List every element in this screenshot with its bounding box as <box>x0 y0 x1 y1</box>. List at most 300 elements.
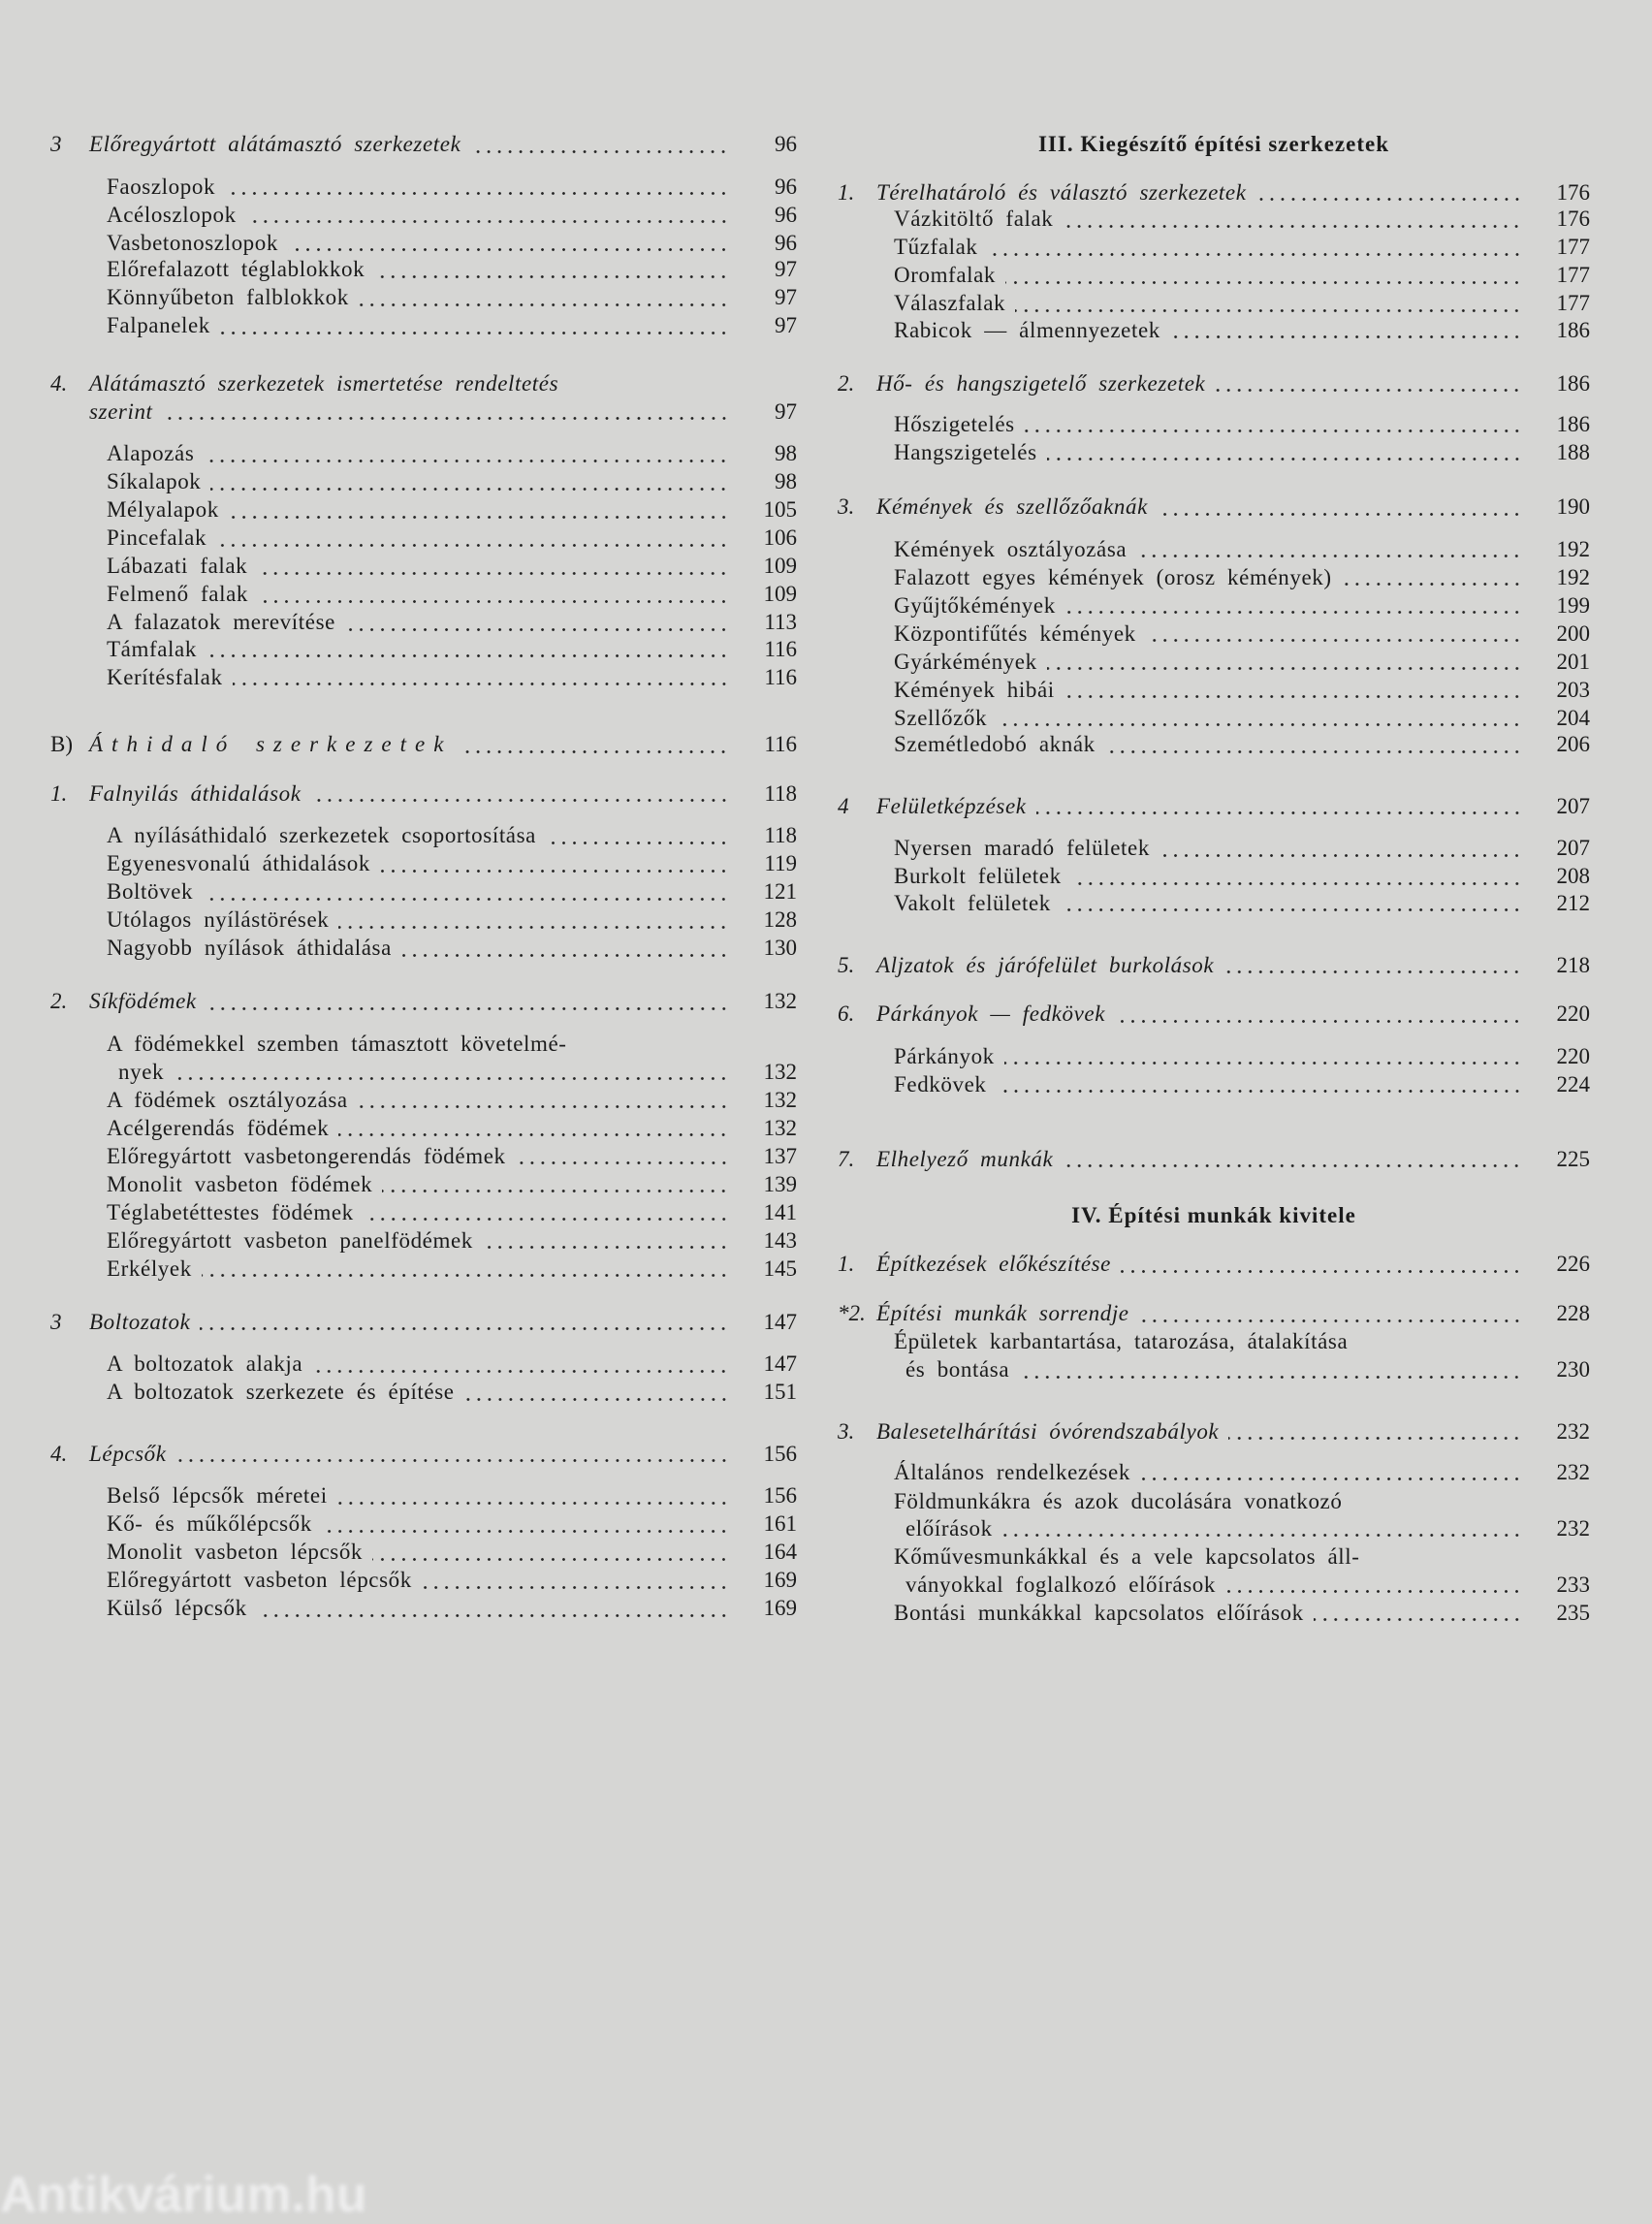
toc-title: A födémek osztályozása <box>107 1087 348 1112</box>
toc-title: Vasbetonoszlopok <box>107 230 278 255</box>
toc-title: Építkezések előkészítése <box>876 1252 1111 1277</box>
page-number: 235 <box>1556 1600 1590 1625</box>
toc-title: Válaszfalak <box>894 291 1006 316</box>
toc-title: Vakolt felületek <box>894 890 1051 915</box>
toc-title: Síkalapok <box>107 469 202 494</box>
toc-heading <box>838 1419 1590 1448</box>
toc-title: Párkányok <box>894 1043 995 1068</box>
page-number: 230 <box>1556 1357 1590 1382</box>
toc-title: Pincefalak <box>107 525 207 551</box>
dot-leader <box>1223 970 1522 973</box>
dot-leader <box>1158 513 1522 516</box>
toc-title: szerint <box>89 398 153 424</box>
page-number: 232 <box>1556 1418 1590 1444</box>
page-number: 199 <box>1556 592 1590 618</box>
dot-leader <box>174 1077 729 1080</box>
toc-number: 4 <box>838 793 849 818</box>
toc-number: 3 <box>50 1309 62 1334</box>
toc-heading <box>838 494 1590 524</box>
toc-title: Építési munkák sorrendje <box>876 1301 1129 1326</box>
toc-entry <box>50 1256 797 1286</box>
toc-entry <box>838 1357 1590 1386</box>
dot-leader <box>1225 1590 1522 1593</box>
toc-title: A boltozatok szerkezete és építése <box>107 1380 455 1405</box>
toc-title: Könnyűbeton falblokkok <box>107 285 349 310</box>
dot-leader <box>338 926 729 929</box>
dot-leader <box>257 572 729 575</box>
toc-title: Téglabetéttestes födémek <box>107 1199 354 1224</box>
toc-entry <box>50 610 797 639</box>
dot-leader <box>1015 309 1522 312</box>
toc-entry <box>50 1596 797 1625</box>
toc-title: Általános rendelkezések <box>894 1459 1130 1484</box>
page-number: 106 <box>763 525 797 551</box>
toc-title: Alátámasztó szerkezetek ismertetése rendeltetés <box>89 370 559 396</box>
toc-title: A falazatok merevítése <box>107 610 335 635</box>
dot-leader <box>206 1007 729 1010</box>
dot-leader <box>202 1274 729 1277</box>
toc-entry <box>50 257 797 286</box>
dot-leader <box>1115 1020 1522 1023</box>
toc-entry <box>50 1116 797 1145</box>
dot-leader <box>312 1370 729 1373</box>
toc-title: és bontása <box>905 1357 1010 1382</box>
page-number: 116 <box>764 732 797 757</box>
watermark: Antikvárium.hu <box>0 2167 367 2223</box>
toc-title: Felületképzések <box>876 793 1027 818</box>
page-number: 177 <box>1556 291 1590 316</box>
page-number: 224 <box>1556 1071 1590 1096</box>
page-number: 188 <box>1556 439 1590 464</box>
toc-title: Nagyobb nyílások áthidalása <box>107 936 392 961</box>
toc-entry <box>838 593 1590 622</box>
dot-leader <box>1140 1477 1522 1480</box>
toc-entry <box>838 318 1590 347</box>
dot-leader <box>288 248 729 251</box>
toc-entry <box>838 440 1590 469</box>
dot-leader <box>546 842 729 844</box>
toc-title: A födémekkel szemben támasztott követelmé- <box>107 1031 567 1056</box>
dot-leader <box>1047 667 1522 670</box>
toc-heading <box>838 794 1590 823</box>
toc-entry <box>838 207 1590 236</box>
page-number: 201 <box>1556 649 1590 674</box>
toc-entry <box>838 412 1590 441</box>
toc-number: 1. <box>838 179 855 205</box>
section-title: IV. Építési munkák kivitele <box>1071 1202 1356 1227</box>
toc-number: 7. <box>838 1146 855 1171</box>
toc-title: Belső lépcsők méretei <box>107 1483 328 1509</box>
toc-entry <box>50 554 797 583</box>
toc-title: Balesetelhárítási óvórendszabályok <box>876 1418 1220 1444</box>
toc-entry <box>838 678 1590 707</box>
toc-title: Lépcsők <box>89 1441 167 1466</box>
toc-entry <box>50 1540 797 1569</box>
page-number: 151 <box>763 1380 797 1405</box>
toc-title: Áthidaló szerkezetek <box>89 732 453 757</box>
toc-title: Síkfödémek <box>89 989 197 1014</box>
page-number: 96 <box>775 132 797 157</box>
page-number: 96 <box>775 230 797 255</box>
page-number: 132 <box>763 1059 797 1084</box>
page-number: 97 <box>775 313 797 338</box>
page-number: 98 <box>775 469 797 494</box>
toc-title: Boltozatok <box>89 1309 191 1334</box>
toc-entry <box>50 823 797 852</box>
toc-title: Hőszigetelés <box>894 411 1015 436</box>
toc-entry <box>838 1460 1590 1489</box>
page-number: 232 <box>1556 1459 1590 1484</box>
toc-title: Térelhatároló és választó szerkezetek <box>876 179 1247 205</box>
toc-title: Egyenesvonalú áthidalások <box>107 851 371 876</box>
toc-entry <box>50 1200 797 1229</box>
dot-leader <box>220 332 729 334</box>
toc-entry <box>50 1380 797 1409</box>
page-number: 141 <box>763 1199 797 1224</box>
toc-entry <box>838 650 1590 679</box>
toc-entry <box>50 231 797 260</box>
toc-entry <box>50 497 797 526</box>
toc-number: 5. <box>838 952 855 977</box>
toc-entry <box>50 1032 797 1061</box>
page-number: 200 <box>1556 620 1590 646</box>
page-number: 186 <box>1556 317 1590 342</box>
page-number: 192 <box>1556 536 1590 561</box>
toc-entry <box>838 1573 1590 1602</box>
page-number: 161 <box>763 1511 797 1537</box>
dot-leader <box>1036 811 1522 814</box>
dot-leader <box>210 488 729 491</box>
page-number: 192 <box>1556 564 1590 589</box>
dot-leader <box>258 600 729 603</box>
toc-entry <box>838 565 1590 594</box>
page-number: 207 <box>1556 836 1590 861</box>
page-number: 176 <box>1556 179 1590 205</box>
toc-title: Elhelyező munkák <box>876 1146 1054 1171</box>
dot-leader <box>1061 908 1522 911</box>
dot-leader <box>311 799 729 802</box>
dot-leader <box>359 303 729 306</box>
dot-leader <box>988 253 1522 256</box>
toc-heading <box>50 132 797 161</box>
toc-title: Mélyalapok <box>107 497 219 523</box>
dot-leader <box>470 150 729 153</box>
toc-title: Szellőzők <box>894 705 988 730</box>
toc-entry <box>50 203 797 232</box>
page-number: 207 <box>1556 793 1590 818</box>
toc-entry <box>50 851 797 880</box>
dot-leader <box>358 1105 729 1108</box>
toc-heading <box>838 1252 1590 1281</box>
toc-title: Előregyártott vasbeton lépcsők <box>107 1568 412 1593</box>
toc-entry <box>50 285 797 314</box>
toc-entry <box>838 706 1590 735</box>
page-number: 118 <box>764 780 797 806</box>
dot-leader <box>364 1218 729 1221</box>
toc-entry <box>50 1351 797 1381</box>
toc-entry <box>838 891 1590 920</box>
page-number: 97 <box>775 285 797 310</box>
toc-entry <box>50 1172 797 1201</box>
page-number: 226 <box>1556 1252 1590 1277</box>
toc-title: Támfalak <box>107 636 197 661</box>
page-number: 130 <box>763 936 797 961</box>
dot-leader <box>1256 198 1522 201</box>
page-number: 147 <box>763 1351 797 1377</box>
page-number: 164 <box>763 1540 797 1565</box>
toc-entry <box>50 525 797 555</box>
toc-entry <box>838 1044 1590 1073</box>
page-number: 121 <box>763 879 797 905</box>
dot-leader <box>257 1614 729 1617</box>
dot-leader <box>483 1246 729 1249</box>
toc-entry <box>50 1060 797 1089</box>
toc-title: Előregyártott vasbetongerendás födémek <box>107 1143 506 1168</box>
dot-leader <box>1063 1164 1522 1167</box>
toc-title: Falnyilás áthidalások <box>89 780 302 806</box>
page-number: 186 <box>1556 370 1590 396</box>
toc-title: Fedkövek <box>894 1071 987 1096</box>
toc-title: Kerítésfalak <box>107 664 223 689</box>
toc-title: Utólagos nyílástörések <box>107 907 330 933</box>
page-number: 116 <box>764 636 797 661</box>
page-number: 98 <box>775 441 797 466</box>
toc-title: Boltövek <box>107 879 194 905</box>
dot-leader <box>1064 695 1522 698</box>
toc-title: Kémények és szellőzőaknák <box>876 494 1148 520</box>
dot-leader <box>176 1459 729 1462</box>
dot-leader <box>345 628 729 631</box>
toc-number: 6. <box>838 1001 855 1027</box>
toc-entry <box>50 637 797 666</box>
page-number: 113 <box>764 610 797 635</box>
toc-title: Gyűjtőkémények <box>894 592 1056 618</box>
toc-heading <box>838 1301 1590 1330</box>
page-number: 97 <box>775 398 797 424</box>
page-number: 97 <box>775 257 797 282</box>
toc-entry <box>50 1511 797 1541</box>
toc-entry <box>838 235 1590 264</box>
toc-entry <box>838 864 1590 893</box>
page-number: 132 <box>763 989 797 1014</box>
toc-title: A boltozatok alakja <box>107 1351 303 1377</box>
dot-leader <box>1314 1618 1522 1621</box>
toc-entry <box>838 291 1590 320</box>
page-number: 139 <box>763 1171 797 1196</box>
page-number: 228 <box>1556 1301 1590 1326</box>
toc-number: 2. <box>838 370 855 396</box>
toc-heading <box>838 180 1590 209</box>
toc-entry <box>50 1088 797 1117</box>
dot-leader <box>1047 458 1522 461</box>
dot-leader <box>216 544 729 547</box>
toc-entry <box>838 1329 1590 1358</box>
page-number: 190 <box>1556 494 1590 520</box>
page-number: 220 <box>1556 1043 1590 1068</box>
page-number: 233 <box>1556 1572 1590 1597</box>
toc-title: Rabicok — álmennyezetek <box>894 317 1160 342</box>
toc-number: 3 <box>50 132 62 157</box>
toc-title: A nyílásáthidaló szerkezetek csoportosítása <box>107 823 536 848</box>
toc-entry <box>50 1568 797 1597</box>
toc-title: Lábazati falak <box>107 554 248 579</box>
dot-leader <box>229 516 729 519</box>
toc-title: Tűzfalak <box>894 235 978 260</box>
toc-title: Hangszigetelés <box>894 439 1037 464</box>
toc-number: 4. <box>50 370 68 396</box>
dot-leader <box>203 898 729 901</box>
page-number: 225 <box>1556 1146 1590 1171</box>
dot-leader <box>233 683 729 685</box>
page-number: 177 <box>1556 235 1590 260</box>
page-number: 128 <box>763 907 797 933</box>
toc-title: Falazott egyes kémények (orosz kémények) <box>894 564 1332 589</box>
toc-title: Szemétledobó aknák <box>894 732 1096 757</box>
page-number: 118 <box>764 823 797 848</box>
page-number: 186 <box>1556 411 1590 436</box>
toc-title: Faoszlopok <box>107 174 216 199</box>
dot-leader <box>1019 1376 1522 1379</box>
toc-entry <box>838 1489 1590 1518</box>
dot-leader <box>1121 1270 1522 1273</box>
toc-number: 1. <box>838 1252 855 1277</box>
toc-entry <box>50 1228 797 1257</box>
dot-leader <box>337 1502 729 1505</box>
dot-leader <box>461 750 729 753</box>
page-number: 220 <box>1556 1001 1590 1027</box>
toc-entry <box>50 175 797 204</box>
page-number: 147 <box>763 1309 797 1334</box>
page-number: 212 <box>1556 890 1590 915</box>
toc-title: Külső lépcsők <box>107 1596 247 1621</box>
page-number: 177 <box>1556 263 1590 288</box>
toc-title: Hő- és hangszigetelő szerkezetek <box>876 370 1206 396</box>
toc-title: Előregyártott alátámasztó szerkezetek <box>89 132 461 157</box>
toc-entry <box>50 879 797 908</box>
toc-entry <box>838 1601 1590 1630</box>
toc-title: Erkélyek <box>107 1255 192 1281</box>
toc-title: Gyárkémények <box>894 649 1037 674</box>
toc-heading <box>50 1442 797 1471</box>
toc-number: 3. <box>838 1418 855 1444</box>
toc-entry <box>50 907 797 937</box>
toc-entry <box>838 621 1590 651</box>
toc-title: Párkányok — fedkövek <box>876 1001 1106 1027</box>
page-number: 132 <box>763 1087 797 1112</box>
toc-title: Épületek karbantartása, tatarozása, átalakítása <box>894 1329 1349 1354</box>
dot-leader <box>1342 583 1522 586</box>
toc-entry <box>838 836 1590 865</box>
dot-leader <box>1136 555 1522 557</box>
toc-title: Bontási munkákkal kapcsolatos előírások <box>894 1600 1304 1625</box>
dot-leader <box>1146 639 1522 642</box>
toc-title: előírások <box>905 1515 993 1541</box>
page-number: 218 <box>1556 952 1590 977</box>
dot-leader <box>163 417 729 420</box>
dot-leader <box>1002 1534 1522 1537</box>
toc-title: Alapozás <box>107 441 195 466</box>
toc-entry <box>50 1483 797 1512</box>
toc-number: 2. <box>50 989 68 1014</box>
toc-entry <box>50 936 797 965</box>
dot-leader <box>1025 429 1522 432</box>
toc-heading <box>50 989 797 1018</box>
toc-heading <box>838 371 1590 400</box>
toc-heading <box>50 732 797 761</box>
page-number: 176 <box>1556 207 1590 232</box>
toc-title: Acéloszlopok <box>107 202 237 227</box>
toc-title: Vázkitöltő falak <box>894 207 1054 232</box>
toc-title: Előregyártott vasbeton panelfödémek <box>107 1227 473 1253</box>
toc-title: Kő- és műkőlépcsők <box>107 1511 312 1537</box>
toc-title: Földmunkákra és azok ducolására vonatkozó <box>894 1489 1343 1514</box>
toc-title: Felmenő falak <box>107 582 249 607</box>
toc-heading <box>838 953 1590 982</box>
toc-entry <box>50 441 797 470</box>
toc-title: Aljzatok és járófelület burkolások <box>876 952 1215 977</box>
page-number: 203 <box>1556 677 1590 702</box>
dot-leader <box>997 723 1522 726</box>
toc-entry <box>838 1072 1590 1101</box>
toc-entry <box>50 469 797 498</box>
dot-leader <box>380 870 729 873</box>
dot-leader <box>1105 750 1522 753</box>
dot-leader <box>1228 1437 1522 1440</box>
toc-heading <box>50 1310 797 1339</box>
page-number: 143 <box>763 1227 797 1253</box>
toc-title: Nyersen maradó felületek <box>894 836 1150 861</box>
dot-leader <box>401 954 729 957</box>
dot-leader <box>1170 335 1522 338</box>
toc-number: B) <box>50 732 73 757</box>
page-number: 232 <box>1556 1515 1590 1541</box>
dot-leader <box>1004 1062 1522 1064</box>
toc-title: ványokkal foglalkozó előírások <box>905 1572 1216 1597</box>
page-number: 96 <box>775 174 797 199</box>
toc-title: Központifűtés kémények <box>894 620 1136 646</box>
page-number: 156 <box>763 1483 797 1509</box>
page-number: 105 <box>763 497 797 523</box>
dot-leader <box>1065 611 1522 614</box>
dot-leader <box>516 1161 729 1164</box>
toc-title: Kőművesmunkákkal és a vele kapcsolatos áll- <box>894 1543 1360 1569</box>
toc-entry <box>838 263 1590 292</box>
dot-leader <box>372 1558 729 1561</box>
dot-leader <box>200 1327 729 1330</box>
dot-leader <box>1071 882 1522 885</box>
dot-leader <box>338 1133 729 1136</box>
toc-entry <box>838 732 1590 761</box>
page-number: 169 <box>763 1568 797 1593</box>
dot-leader <box>422 1586 729 1589</box>
page-number: 132 <box>763 1115 797 1140</box>
page-number: 109 <box>763 554 797 579</box>
toc-heading <box>50 399 797 429</box>
dot-leader <box>1160 854 1522 857</box>
dot-leader <box>206 654 729 657</box>
dot-leader <box>204 460 729 462</box>
toc-number: 3. <box>838 494 855 520</box>
section-title: III. Kiegészítő építési szerkezetek <box>1037 132 1389 157</box>
page-number: 137 <box>763 1143 797 1168</box>
dot-leader <box>225 192 729 195</box>
toc-heading <box>838 1147 1590 1176</box>
page-number: 206 <box>1556 732 1590 757</box>
dot-leader <box>374 275 729 278</box>
dot-leader <box>246 220 729 223</box>
dot-leader <box>382 1190 729 1192</box>
dot-leader <box>1215 389 1522 392</box>
